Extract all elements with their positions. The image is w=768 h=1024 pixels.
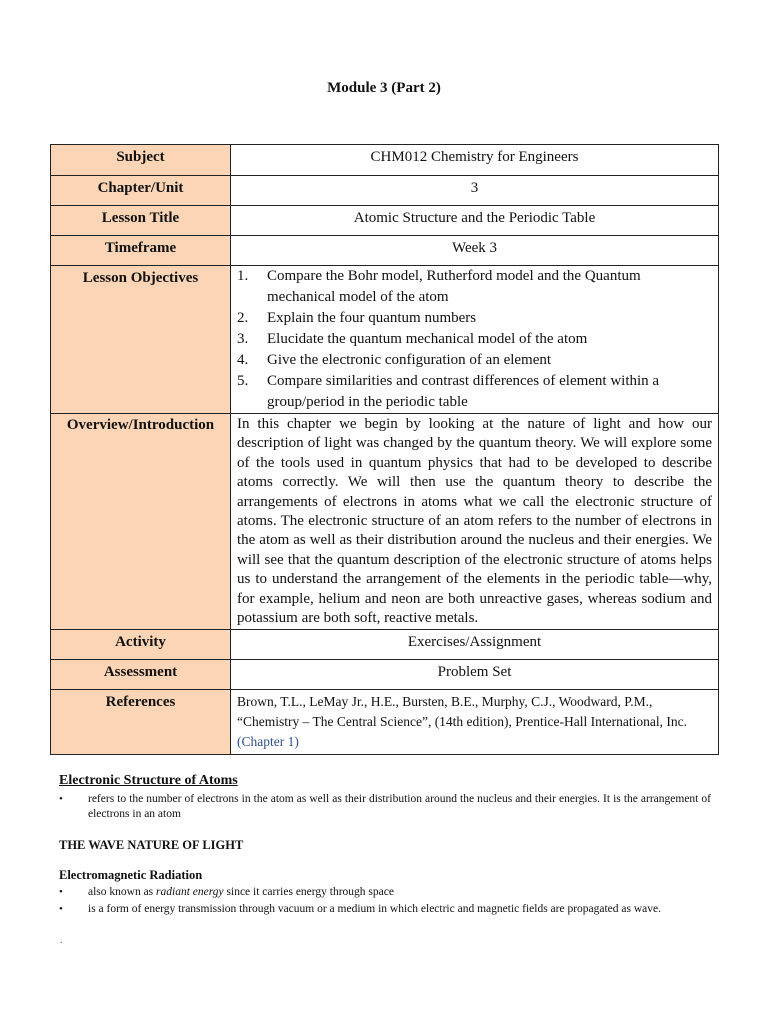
overview-text: In this chapter we begin by looking at the nature of light and how our description of light was changed by the quantum theory. We will explore some of the tools used in quantum physics that had to be developed to describe atoms correctly. We will then use the quantum theory to describe the arrangements of electrons in atoms what we call the electronic structure of atoms. The electronic structure of an atom refers to the number of electrons in the atom as well as their distribution around the nucleus and their energies. We will see that the quantum description of the electronic structure of atoms helps us to understand the arrangement of the elements in the periodic table—why, for example, helium and neon are both unreactive gases, whereas sodium and potassium are both soft, reactive metals. bbox=[237, 416, 712, 627]
assessment-value: Problem Set bbox=[231, 660, 719, 690]
objectives-value bbox=[231, 266, 719, 414]
list-item: 4. Give the electronic configuration of an element bbox=[237, 352, 552, 368]
electronic-structure-heading: Electronic Structure of Atoms bbox=[59, 773, 238, 788]
lesson-info-table bbox=[50, 144, 719, 755]
electronic-structure-section bbox=[59, 773, 711, 822]
timeframe-value: Week 3 bbox=[231, 236, 719, 266]
bullet-icon: • bbox=[59, 793, 63, 805]
list-item: 3. Elucidate the quantum mechanical model of the atom bbox=[237, 331, 588, 347]
overview-label: Overview/Introduction bbox=[51, 414, 231, 630]
list-item: • also known as radiant energy since it carries energy through space bbox=[59, 886, 394, 898]
list-item: 5. Compare similarities and contrast differences of element within a group/period in the periodic table bbox=[237, 373, 660, 410]
list-item: 2. Explain the four quantum numbers bbox=[237, 310, 477, 326]
table-row bbox=[51, 414, 719, 630]
table-row bbox=[51, 266, 719, 414]
bullet-icon: • bbox=[59, 903, 63, 915]
overview-value bbox=[231, 414, 719, 630]
em-radiation-section bbox=[59, 868, 711, 917]
em-radiation-heading: Electromagnetic Radiation bbox=[59, 868, 203, 882]
wave-nature-heading: THE WAVE NATURE OF LIGHT bbox=[59, 838, 244, 852]
activity-label: Activity bbox=[51, 630, 231, 660]
table-row bbox=[51, 630, 719, 660]
table-row bbox=[51, 145, 719, 176]
assessment-label: Assessment bbox=[51, 660, 231, 690]
lesson-title-label: Lesson Title bbox=[51, 206, 231, 236]
lesson-title-value: Atomic Structure and the Periodic Table bbox=[231, 206, 719, 236]
subject-label: Subject bbox=[51, 145, 231, 176]
references-label: References bbox=[51, 690, 231, 755]
list-item: • is a form of energy transmission through vacuum or a medium in which electric and magnetic fields are propagated as wave. bbox=[59, 903, 662, 915]
chapter-value: 3 bbox=[231, 176, 719, 206]
table-row bbox=[51, 206, 719, 236]
references-value bbox=[231, 690, 719, 755]
reference-chapter: (Chapter 1) bbox=[237, 734, 299, 750]
objectives-list bbox=[237, 266, 712, 413]
wave-nature-section bbox=[59, 838, 711, 853]
bullet-icon: • bbox=[59, 886, 63, 898]
activity-value: Exercises/Assignment bbox=[231, 630, 719, 660]
list-item: 1. Compare the Bohr model, Rutherford model and the Quantum mechanical model of the atom bbox=[237, 268, 641, 305]
table-row bbox=[51, 690, 719, 755]
reference-citation: Brown, T.L., LeMay Jr., H.E., Bursten, B.E., Murphy, C.J., Woodward, P.M., “Chemistry – The Central Science”, (14th edition), Prentice-Hall International, Inc. bbox=[237, 694, 687, 730]
list-item: • refers to the number of electrons in the atom as well as their distribution around the nucleus and their energies. It is the arrangement of electrons in an atom bbox=[59, 793, 711, 820]
page-title: Module 3 (Part 2) bbox=[327, 80, 441, 96]
table-row bbox=[51, 660, 719, 690]
subject-value: CHM012 Chemistry for Engineers bbox=[231, 145, 719, 176]
stray-mark: . bbox=[60, 935, 63, 946]
timeframe-label: Timeframe bbox=[51, 236, 231, 266]
table-row bbox=[51, 176, 719, 206]
objectives-label: Lesson Objectives bbox=[51, 266, 231, 414]
table-row bbox=[51, 236, 719, 266]
chapter-label: Chapter/Unit bbox=[51, 176, 231, 206]
